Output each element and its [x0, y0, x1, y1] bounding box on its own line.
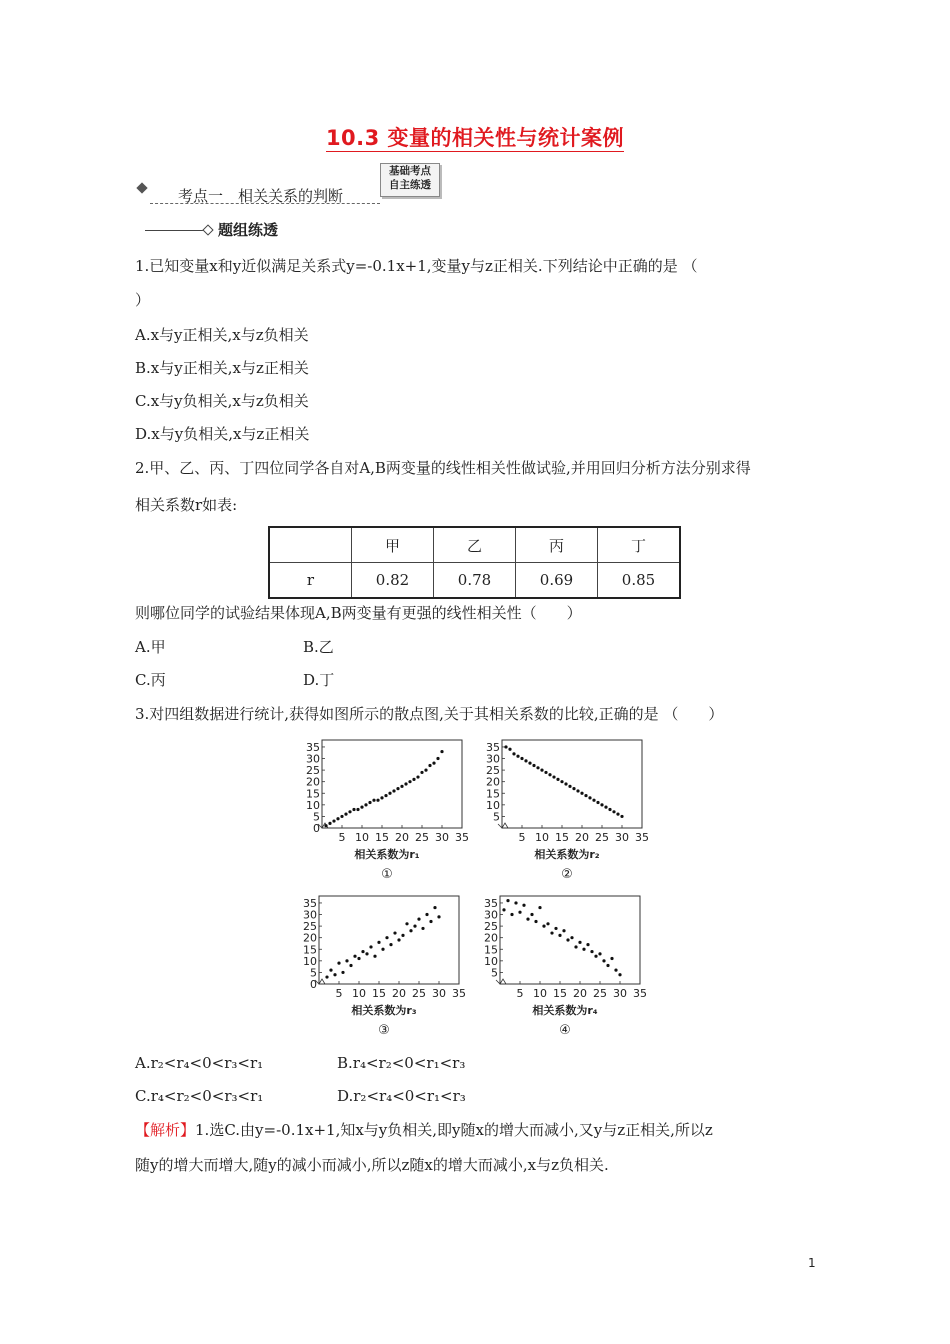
data-point [594, 955, 597, 958]
y-tick-label: 30 [486, 752, 500, 766]
q3-option-b: B.r₄<r₂<0<r₁<r₃ [337, 1054, 466, 1072]
q3-option-d: D.r₂<r₄<0<r₁<r₃ [337, 1087, 466, 1105]
data-point [340, 815, 343, 818]
q1-option-d: D.x与y负相关,x与z正相关 [135, 425, 310, 443]
data-point [572, 787, 575, 790]
data-point [536, 766, 539, 769]
y-tick-label: 30 [303, 908, 317, 922]
data-point [532, 764, 535, 767]
data-point [596, 801, 599, 804]
y-tick-label: 20 [486, 775, 500, 789]
y-tick-label: 35 [484, 896, 498, 910]
data-point [528, 762, 531, 765]
data-point [520, 757, 523, 760]
group-label: 题组练透 [218, 221, 279, 239]
q2-option-a: A.甲 [135, 638, 166, 656]
x-tick-label: 35 [455, 831, 469, 844]
analysis-text: 1.选C.由y=-0.1x+1,知x与y负相关,即y随x的增大而减小,又y与z正相关,所以z [195, 1121, 713, 1139]
x-tick-label: 5 [335, 987, 343, 1000]
data-point [369, 945, 372, 948]
data-point [336, 817, 339, 820]
data-point [372, 799, 375, 802]
data-point [602, 959, 605, 962]
plot-frame [502, 740, 642, 828]
y-tick-label: 20 [306, 775, 320, 789]
data-point [562, 929, 565, 932]
x-tick-label: 35 [452, 987, 466, 1000]
chart-number: ① [381, 867, 393, 882]
y-tick-label: 20 [484, 931, 498, 945]
chart-number: ② [561, 867, 573, 882]
data-point [542, 925, 545, 928]
data-point [396, 787, 399, 790]
table-cell: 丙 [516, 527, 598, 563]
data-point [405, 922, 408, 925]
data-point [548, 773, 551, 776]
x-tick-label: 25 [412, 987, 426, 1000]
q1-stem-cont: ） [135, 291, 151, 309]
data-point [324, 824, 327, 827]
y-tick-label: 25 [484, 920, 498, 934]
x-tick-label: 10 [352, 987, 366, 1000]
data-point [408, 780, 411, 783]
data-point [433, 906, 436, 909]
y-tick-label: 25 [486, 764, 500, 778]
q2-stem-line1: 2.甲、乙、丙、丁四位同学各自对A,B两变量的线性相关性做试验,并用回归分析方法分别求得 [135, 459, 751, 477]
data-point [409, 929, 412, 932]
data-point [429, 920, 432, 923]
data-point [588, 796, 591, 799]
q2-option-b: B.乙 [303, 638, 334, 656]
chart-caption: 相关系数为r₁ [354, 848, 420, 861]
data-point [616, 813, 619, 816]
data-point [506, 899, 509, 902]
y-tick-label: 35 [486, 740, 500, 754]
q3-option-c: C.r₄<r₂<0<r₃<r₁ [135, 1087, 264, 1105]
data-point [344, 813, 347, 816]
y-tick-label: 5 [491, 966, 498, 980]
q2-option-c: C.丙 [135, 671, 166, 689]
page-title: 10.3 变量的相关性与统计案例 [325, 126, 625, 150]
x-tick-label: 25 [595, 831, 609, 844]
y-tick-label: 35 [303, 896, 317, 910]
x-tick-label: 30 [615, 831, 629, 844]
table-cell: 0.69 [516, 563, 598, 599]
y-tick-label: 35 [306, 740, 320, 754]
y-tick-label: 0 [310, 978, 317, 991]
data-point [592, 799, 595, 802]
x-tick-label: 15 [375, 831, 389, 844]
data-point [420, 771, 423, 774]
data-point [568, 785, 571, 788]
data-point [356, 808, 359, 811]
data-point [348, 810, 351, 813]
data-point [586, 943, 589, 946]
x-tick-label: 30 [435, 831, 449, 844]
x-tick-label: 5 [518, 831, 526, 844]
y-tick-label: 10 [486, 798, 500, 812]
data-point [530, 913, 533, 916]
data-point [580, 792, 583, 795]
axis-break [496, 979, 506, 984]
data-point [514, 901, 517, 904]
analysis-line1 [135, 1120, 713, 1140]
data-point [436, 757, 439, 760]
data-point [584, 794, 587, 797]
x-tick-label: 25 [415, 831, 429, 844]
data-point [337, 962, 340, 965]
data-point [570, 936, 573, 939]
data-point [381, 948, 384, 951]
data-point [534, 920, 537, 923]
data-point [512, 752, 515, 755]
x-tick-label: 25 [593, 987, 607, 1000]
y-tick-label: 0 [313, 822, 320, 835]
q1-option-a: A.x与y正相关,x与z负相关 [135, 326, 309, 344]
data-point [610, 957, 613, 960]
data-point [508, 748, 511, 751]
x-tick-label: 15 [372, 987, 386, 1000]
data-point [325, 975, 328, 978]
y-tick-label: 5 [313, 810, 320, 824]
analysis-line2: 随y的增大而增大,随y的减小而减小,所以z随x的增大而减小,x与z负相关. [135, 1156, 609, 1174]
data-point [560, 780, 563, 783]
data-point [417, 918, 420, 921]
y-tick-label: 10 [306, 798, 320, 812]
data-point [373, 955, 376, 958]
table-cell: 0.82 [352, 563, 434, 599]
y-tick-label: 15 [486, 787, 500, 801]
data-point [412, 778, 415, 781]
analysis-tag: 【解析】 [135, 1121, 196, 1139]
q3-option-a: A.r₂<r₄<0<r₃<r₁ [135, 1054, 264, 1072]
q3-stem: 3.对四组数据进行统计,获得如图所示的散点图,关于其相关系数的比较,正确的是 （ ） [135, 705, 724, 723]
data-point [604, 806, 607, 809]
x-tick-label: 20 [573, 987, 587, 1000]
data-point [546, 922, 549, 925]
x-tick-label: 10 [535, 831, 549, 844]
y-tick-label: 30 [306, 752, 320, 766]
table-cell: 甲 [352, 527, 434, 563]
y-tick-label: 15 [484, 943, 498, 957]
data-point [564, 782, 567, 785]
y-tick-label: 25 [303, 920, 317, 934]
data-point [576, 789, 579, 792]
x-tick-label: 10 [533, 987, 547, 1000]
q2-stem-line2: 相关系数r如表: [135, 496, 238, 514]
data-point [385, 936, 388, 939]
data-point [582, 948, 585, 951]
chart-number: ③ [378, 1023, 390, 1038]
data-point [365, 952, 368, 955]
plot-frame [319, 896, 459, 984]
y-tick-label: 5 [493, 810, 500, 824]
x-tick-label: 15 [555, 831, 569, 844]
data-point [416, 775, 419, 778]
data-point [606, 964, 609, 967]
data-point [425, 913, 428, 916]
data-point [333, 973, 336, 976]
data-point [328, 822, 331, 825]
data-point [518, 911, 521, 914]
page-number: 1 [808, 1256, 816, 1270]
x-tick-label: 20 [575, 831, 589, 844]
data-point [421, 927, 424, 930]
data-point [502, 908, 505, 911]
y-tick-label: 10 [484, 954, 498, 968]
axis-break [498, 823, 508, 828]
data-point [540, 769, 543, 772]
q1-option-b: B.x与y正相关,x与z正相关 [135, 359, 309, 377]
table-cell: 0.78 [434, 563, 516, 599]
data-point [432, 762, 435, 765]
data-point [510, 913, 513, 916]
data-point [550, 931, 553, 934]
q2-option-d: D.丁 [303, 671, 335, 689]
data-point [413, 925, 416, 928]
x-tick-label: 5 [338, 831, 346, 844]
data-point [522, 904, 525, 907]
data-point [437, 915, 440, 918]
q1-stem: 1.已知变量x和y近似满足关系式y=-0.1x+1,变量y与z正相关.下列结论中正确的是 （ [135, 257, 698, 275]
chart-caption: 相关系数为r₄ [532, 1004, 598, 1017]
data-point [364, 803, 367, 806]
data-point [552, 775, 555, 778]
x-tick-label: 15 [553, 987, 567, 1000]
data-point [332, 819, 335, 822]
badge-line1: 基础考点 [389, 165, 431, 177]
chart-caption: 相关系数为r₃ [351, 1004, 417, 1017]
data-point [608, 808, 611, 811]
data-point [598, 952, 601, 955]
chart-caption: 相关系数为r₂ [534, 848, 600, 861]
x-tick-label: 30 [613, 987, 627, 1000]
data-point [526, 918, 529, 921]
data-point [329, 969, 332, 972]
plot-frame [322, 740, 462, 828]
y-tick-label: 30 [484, 908, 498, 922]
y-tick-label: 5 [310, 966, 317, 980]
y-tick-label: 15 [306, 787, 320, 801]
data-point [392, 789, 395, 792]
data-point [578, 941, 581, 944]
table-cell: 丁 [598, 527, 681, 563]
data-point [554, 927, 557, 930]
table-cell: r [269, 563, 352, 599]
q1-option-c: C.x与y负相关,x与z负相关 [135, 392, 309, 410]
data-point [558, 934, 561, 937]
data-point [341, 971, 344, 974]
data-point [353, 955, 356, 958]
data-point [361, 950, 364, 953]
y-tick-label: 20 [303, 931, 317, 945]
data-point [428, 764, 431, 767]
data-point [566, 938, 569, 941]
table-cell: 0.85 [598, 563, 681, 599]
data-point [401, 934, 404, 937]
data-point [574, 945, 577, 948]
data-point [376, 799, 379, 802]
y-tick-label: 15 [303, 943, 317, 957]
data-point [620, 815, 623, 818]
section-label: 考点一 相关关系的判断 [178, 187, 344, 205]
q2-question: 则哪位同学的试验结果体现A,B两变量有更强的线性相关性（ ） [135, 604, 582, 622]
y-tick-label: 10 [303, 954, 317, 968]
data-point [380, 796, 383, 799]
data-point [397, 938, 400, 941]
data-point [600, 803, 603, 806]
data-point [556, 778, 559, 781]
badge-line2: 自主练透 [389, 179, 431, 191]
data-point [504, 745, 507, 748]
x-tick-label: 20 [395, 831, 409, 844]
y-tick-label: 25 [306, 764, 320, 778]
data-point [357, 957, 360, 960]
plot-frame [500, 896, 640, 984]
data-point [352, 808, 355, 811]
data-point [368, 801, 371, 804]
x-tick-label: 35 [633, 987, 647, 1000]
data-point [424, 769, 427, 772]
x-tick-label: 10 [355, 831, 369, 844]
table-cell: 乙 [434, 527, 516, 563]
data-point [614, 969, 617, 972]
data-point [389, 943, 392, 946]
data-point [393, 931, 396, 934]
data-point [388, 792, 391, 795]
data-point [590, 950, 593, 953]
data-point [377, 941, 380, 944]
data-point [360, 806, 363, 809]
data-point [440, 750, 443, 753]
data-point [404, 782, 407, 785]
data-point [524, 759, 527, 762]
data-point [618, 973, 621, 976]
data-point [612, 810, 615, 813]
data-point [544, 771, 547, 774]
data-point [538, 906, 541, 909]
x-tick-label: 20 [392, 987, 406, 1000]
x-tick-label: 35 [635, 831, 649, 844]
data-point [345, 959, 348, 962]
x-tick-label: 30 [432, 987, 446, 1000]
chart-number: ④ [559, 1023, 571, 1038]
x-tick-label: 5 [516, 987, 524, 1000]
data-point [400, 785, 403, 788]
data-point [349, 964, 352, 967]
data-point [516, 755, 519, 758]
data-point [384, 794, 387, 797]
